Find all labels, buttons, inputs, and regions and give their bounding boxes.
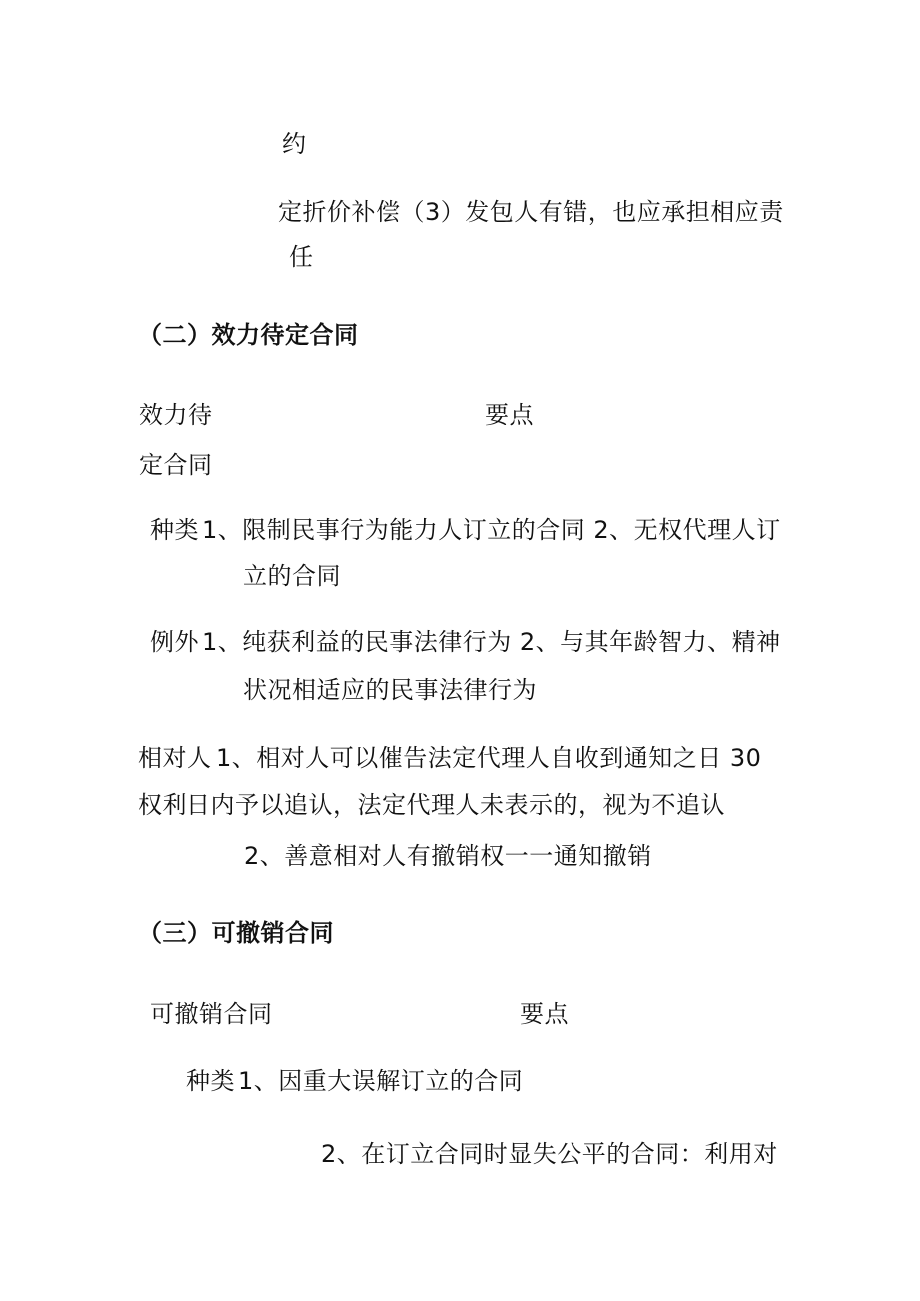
table-row-text: 日内予以追认，法定代理人未表示的，视为不追认 (186, 791, 725, 819)
text-line: 约 (282, 130, 307, 158)
table-row-label: 例外 (150, 628, 199, 656)
table-row-label: 种类 (150, 516, 199, 544)
table-row-label: 权利 (138, 791, 187, 819)
table-header-cell: 定合同 (139, 451, 213, 479)
table-row-text: 1、纯获利益的民事法律行为 2、与其年龄智力、精神 (202, 628, 781, 656)
table-row-text: 1、限制民事行为能力人订立的合同 2、无权代理人订 (202, 516, 781, 544)
table-header-cell: 要点 (520, 1000, 569, 1028)
text-line: 定折价补偿（3）发包人有错，也应承担相应责 (278, 198, 784, 226)
text-line: 任 (289, 243, 314, 271)
section-heading: （三）可撤销合同 (138, 919, 334, 947)
table-row-text: 立的合同 (243, 562, 341, 590)
table-row-text: 1、因重大误解订立的合同 (238, 1067, 524, 1095)
table-row-text: 2、在订立合同时显失公平的合同：利用对 (321, 1140, 778, 1168)
table-header-cell: 可撤销合同 (150, 1000, 273, 1028)
section-heading: （二）效力待定合同 (138, 321, 359, 349)
table-header-cell: 要点 (485, 401, 534, 429)
table-row-text: 状况相适应的民事法律行为 (243, 676, 537, 704)
table-row-text: 2、善意相对人有撤销权一一通知撤销 (244, 842, 652, 870)
table-row-text: 1、相对人可以催告法定代理人自收到通知之日 30 (216, 744, 762, 772)
table-header-cell: 效力待 (139, 401, 213, 429)
table-row-label: 相对人 (138, 744, 212, 772)
table-row-label: 种类 (186, 1067, 235, 1095)
